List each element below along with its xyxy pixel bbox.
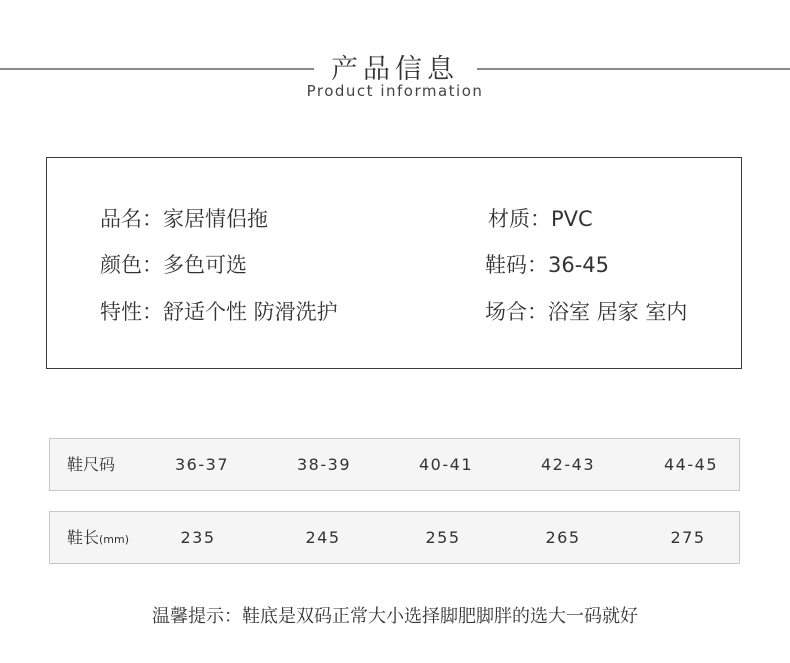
info-shoe-size: 鞋码：36-45 <box>485 253 610 277</box>
length-cell: 235 <box>180 528 216 547</box>
info-material: 材质：PVC <box>488 207 593 231</box>
size-cell: 44-45 <box>664 455 718 474</box>
length-cell: 245 <box>305 528 341 547</box>
info-color: 颜色：多色可选 <box>100 253 247 277</box>
size-tip: 温馨提示：鞋底是双码正常大小选择脚肥脚胖的选大一码就好 <box>152 606 638 627</box>
size-cell: 36-37 <box>175 455 229 474</box>
info-feature: 特性：舒适个性 防滑洗护 <box>100 300 338 324</box>
size-cell: 40-41 <box>419 455 473 474</box>
info-occasion: 场合：浴室 居家 室内 <box>485 300 688 324</box>
length-cell: 275 <box>670 528 706 547</box>
section-title: 产品信息 <box>331 54 459 85</box>
section-subtitle: Product information <box>306 82 484 100</box>
product-info-box <box>46 157 742 369</box>
shoe-size-label: 鞋尺码 <box>67 455 116 474</box>
length-cell: 255 <box>425 528 461 547</box>
size-cell: 42-43 <box>541 455 595 474</box>
shoe-length-row <box>49 511 740 564</box>
length-cell: 265 <box>545 528 581 547</box>
length-unit: (mm) <box>99 533 130 546</box>
size-cell: 38-39 <box>297 455 351 474</box>
shoe-length-label: 鞋长(mm) <box>67 528 130 547</box>
shoe-size-row <box>49 438 740 491</box>
info-product-name: 品名：家居情侣拖 <box>100 207 268 231</box>
